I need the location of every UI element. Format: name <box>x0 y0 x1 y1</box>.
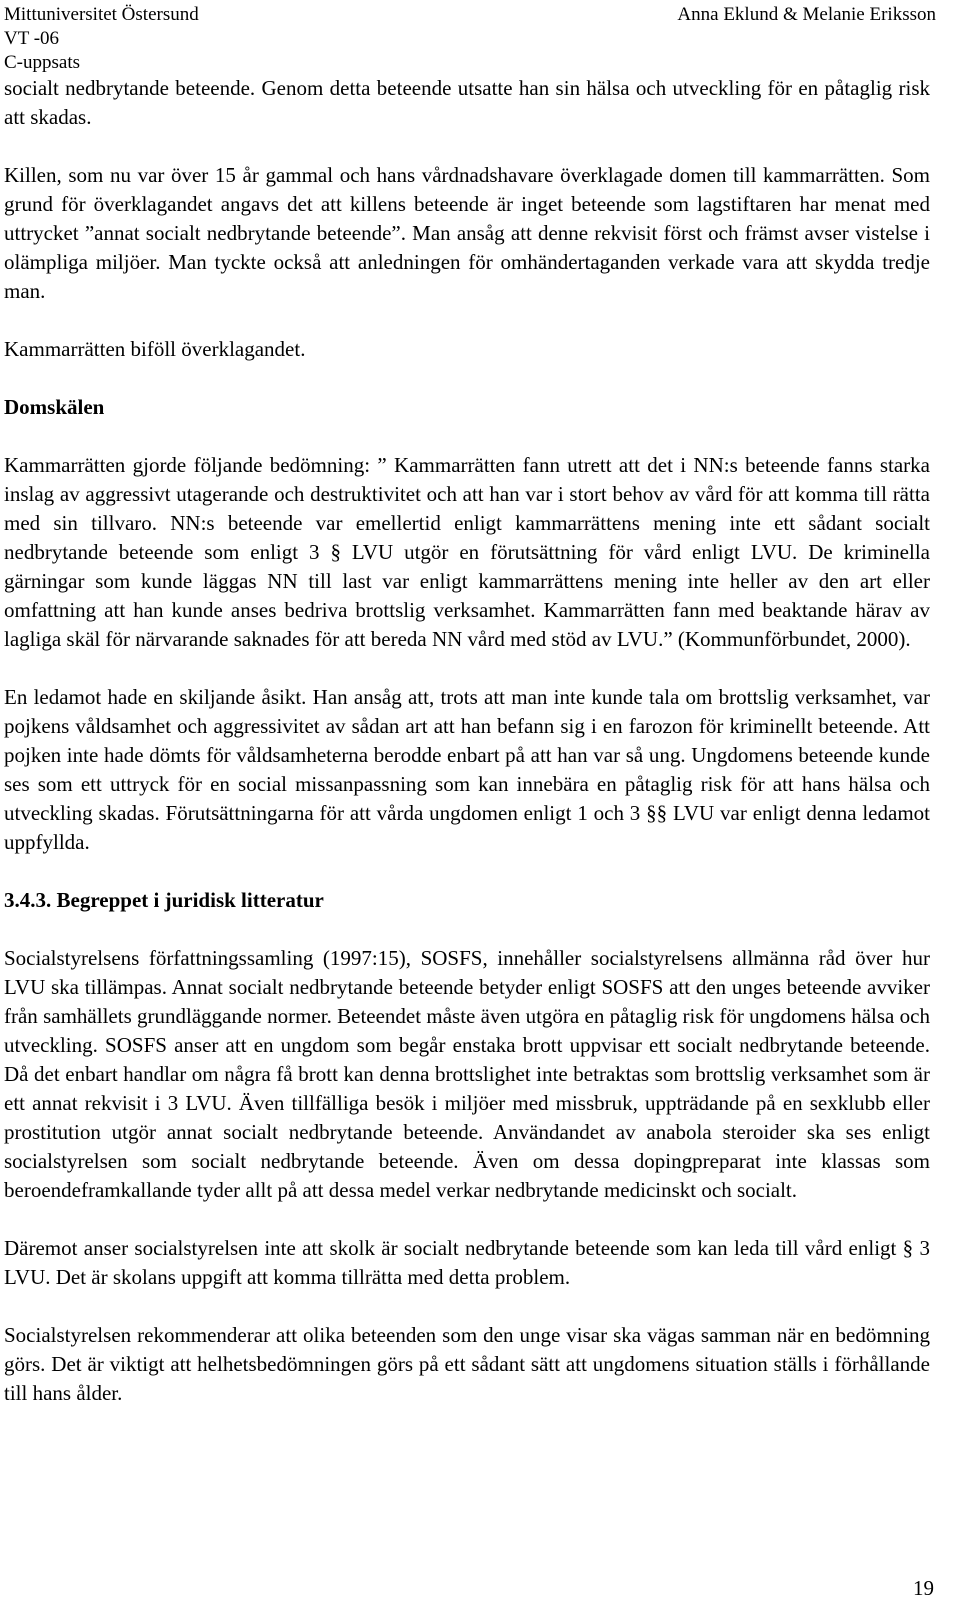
header-authors: Anna Eklund & Melanie Eriksson <box>677 4 936 25</box>
paragraph-appeal: Killen, som nu var över 15 år gammal och hans vårdnadshavare överklagade domen till kammarrätten. Som grund för överklagandet angavs det att killens beteende är inget beteende som lagstiftaren har menat med uttrycket ”annat socialt nedbrytande beteende”. Man ansåg att denne rekvisit först och främst avser vistelse i olämpliga miljöer. Man tyckte också att anledningen för omhändertaganden verkade vara att skydda tredje man. <box>4 163 930 303</box>
page-number: 19 <box>913 1576 934 1600</box>
paragraph-sosfs: Socialstyrelsens författningssamling (1997:15), SOSFS, innehåller socialstyrelsens allmänna råd över hur LVU ska tillämpas. Annat socialt nedbrytande beteende betyder enligt SOSFS att den unges beteende avviker från samhällets grundläggande normer. Beteendet måste även utgöra en påtaglig risk för ungdomens hälsa och utveckling. SOSFS anser att en ungdom som begår enstaka brott uppvisar ett socialt nedbrytande beteende. Då det enbart handlar om några få brott kan denna brottslighet inte betraktas som brottslig verksamhet som är ett annat rekvisit i 3 LVU. Även tillfälliga besök i miljöer med missbruk, uppträdande på en sexklubb eller prostitution utgör annat socialt nedbrytande beteende. Användandet av anabola steroider ska ses enligt socialstyrelsen som socialt nedbrytande beteende. Även om dessa dopingpreparat inte klassas som beroendeframkallande tyder allt på att dessa medel verkar nedbrytande medicinskt och socialt. <box>4 946 930 1202</box>
paragraph-appeal-granted: Kammarrätten biföll överklagandet. <box>4 337 306 361</box>
paragraph-dissenting-opinion: En ledamot hade en skiljande åsikt. Han ansåg att, trots att man inte kunde tala om brottslig verksamhet, var pojkens våldsamhet och aggressivitet av sådan art att han befann sig i en farozon för kriminellt beteende. Att pojken inte hade dömts för våldsamheterna berodde enbart på att han var så ung. Ungdomens beteende kunde ses som ett uttryck för en social missanpassning som kan innebära en påtaglig risk för att hans hälsa och utveckling skadas. Förutsättningarna för att vårda ungdomen enligt 1 och 3 §§ LVU var enligt denna ledamot uppfyllda. <box>4 685 930 854</box>
header-institution: Mittuniversitet Östersund <box>4 4 199 25</box>
header-course: VT -06 <box>4 28 60 49</box>
paragraph-continuation: socialt nedbrytande beteende. Genom detta beteende utsatte han sin hälsa och utveckling för en påtaglig risk att skadas. <box>4 76 930 129</box>
paragraph-recommendation: Socialstyrelsen rekommenderar att olika beteenden som den unge visar ska vägas samman när en bedömning görs. Det är viktigt att helhetsbedömningen görs på ett sådant sätt att ungdomens situation ställs i förhållande till hans ålder. <box>4 1323 930 1405</box>
section-heading-343: 3.4.3. Begreppet i juridisk litteratur <box>4 888 324 912</box>
section-heading-domskalen: Domskälen <box>4 395 105 419</box>
document-body <box>4 74 930 1408</box>
paragraph-court-assessment: Kammarrätten gjorde följande bedömning: ” Kammarrätten fann utrett att det i NN:s beteende fanns starka inslag av aggressivt utagerande och destruktivitet och att han var i stort behov av vård för att komma till rätta med sin tillvaro. NN:s beteende var emellertid enligt kammarrättens mening inte ett sådant socialt nedbrytande beteende som enligt 3 § LVU utgör en förutsättning för vård enligt LVU. De kriminella gärningar som kunde läggas NN till last var enligt kammarrättens mening inte heller av den art eller omfattning att han kunde anses bedriva brottslig verksamhet. Kammarrätten fann med beaktande härav av lagliga skäl för närvarande saknades för att bereda NN vård med stöd av LVU.” (Kommunförbundet, 2000). <box>4 453 930 651</box>
header-level: C-uppsats <box>4 52 80 73</box>
paragraph-truancy: Däremot anser socialstyrelsen inte att skolk är socialt nedbrytande beteende som kan leda till vård enligt § 3 LVU. Det är skolans uppgift att komma tillrätta med detta problem. <box>4 1236 930 1289</box>
